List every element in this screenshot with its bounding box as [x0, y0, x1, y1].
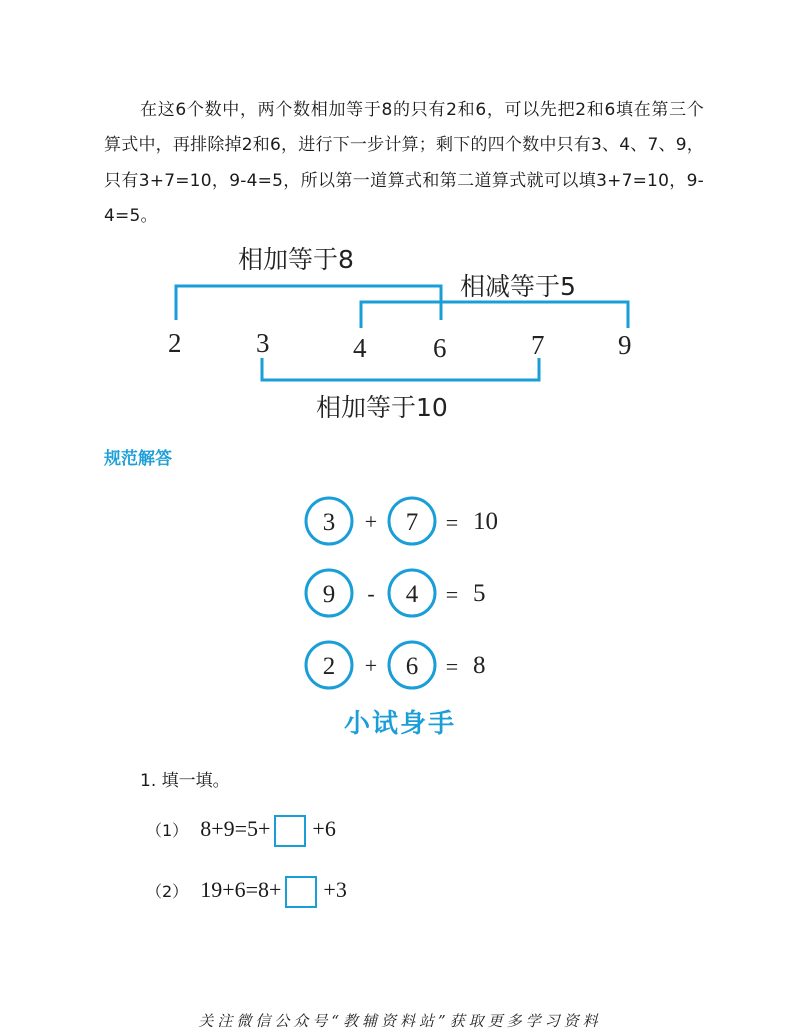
number-pairing-diagram	[150, 240, 650, 430]
equation-1-operand-b: 7	[405, 509, 419, 536]
answer-box-1[interactable]	[274, 815, 306, 847]
question-2-tail: +3	[323, 877, 347, 903]
label-add8: 相加等于8	[238, 245, 354, 274]
question-item-2	[146, 876, 347, 908]
bracket-add10	[262, 358, 539, 380]
diagram-number: 7	[531, 330, 545, 360]
equation-2-result: 5	[473, 580, 486, 607]
diagram-number: 2	[168, 328, 182, 358]
answer-equations	[290, 490, 530, 700]
label-sub5: 相减等于5	[460, 272, 576, 301]
diagram-number: 6	[433, 333, 447, 363]
question-2-expression: 19+6=8+	[200, 877, 282, 903]
equation-3-operator: +	[364, 653, 378, 678]
practice-heading: 小试身手	[343, 709, 456, 739]
label-add10: 相加等于10	[316, 393, 448, 422]
question-1-tail: +6	[312, 816, 336, 842]
equation-3-equals: =	[445, 654, 459, 679]
equation-3-operand-a: 2	[322, 653, 336, 680]
question-item-1	[146, 815, 336, 847]
footer-promo-text: 关注微信公众号“教辅资料站”获取更多学习资料	[198, 1012, 602, 1030]
equation-2-operator: -	[367, 581, 375, 606]
section-title: 规范解答	[104, 449, 172, 469]
equation-3-result: 8	[473, 652, 486, 679]
explanation-paragraph: 在这6个数中，两个数相加等于8的只有2和6，可以先把2和6填在第三个算式中，再排除掉2和6，进行下一步计算；剩下的四个数中只有3、4、7、9，只有3+7=10，9-4=5，所以第一道算式和第二道算式就可以填3+7=10，9-4=5。	[104, 100, 704, 226]
equation-2-operand-a: 9	[322, 581, 336, 608]
equation-1-operator: +	[364, 509, 378, 534]
answer-box-2[interactable]	[285, 876, 317, 908]
equation-1-equals: =	[445, 510, 459, 535]
diagram-number: 3	[256, 328, 270, 358]
bracket-sub5	[361, 302, 628, 328]
question-title: 1. 填一填。	[140, 771, 230, 791]
diagram-number: 4	[353, 333, 367, 363]
equation-2-operand-b: 4	[405, 581, 419, 608]
equation-1-operand-a: 3	[322, 509, 336, 536]
equation-1-result: 10	[473, 508, 498, 535]
diagram-number: 9	[618, 330, 632, 360]
equation-2-equals: =	[445, 582, 459, 607]
question-1-index: （1）	[146, 821, 189, 841]
question-2-index: （2）	[146, 882, 189, 902]
question-1-expression: 8+9=5+	[200, 816, 271, 842]
equation-3-operand-b: 6	[405, 653, 419, 680]
